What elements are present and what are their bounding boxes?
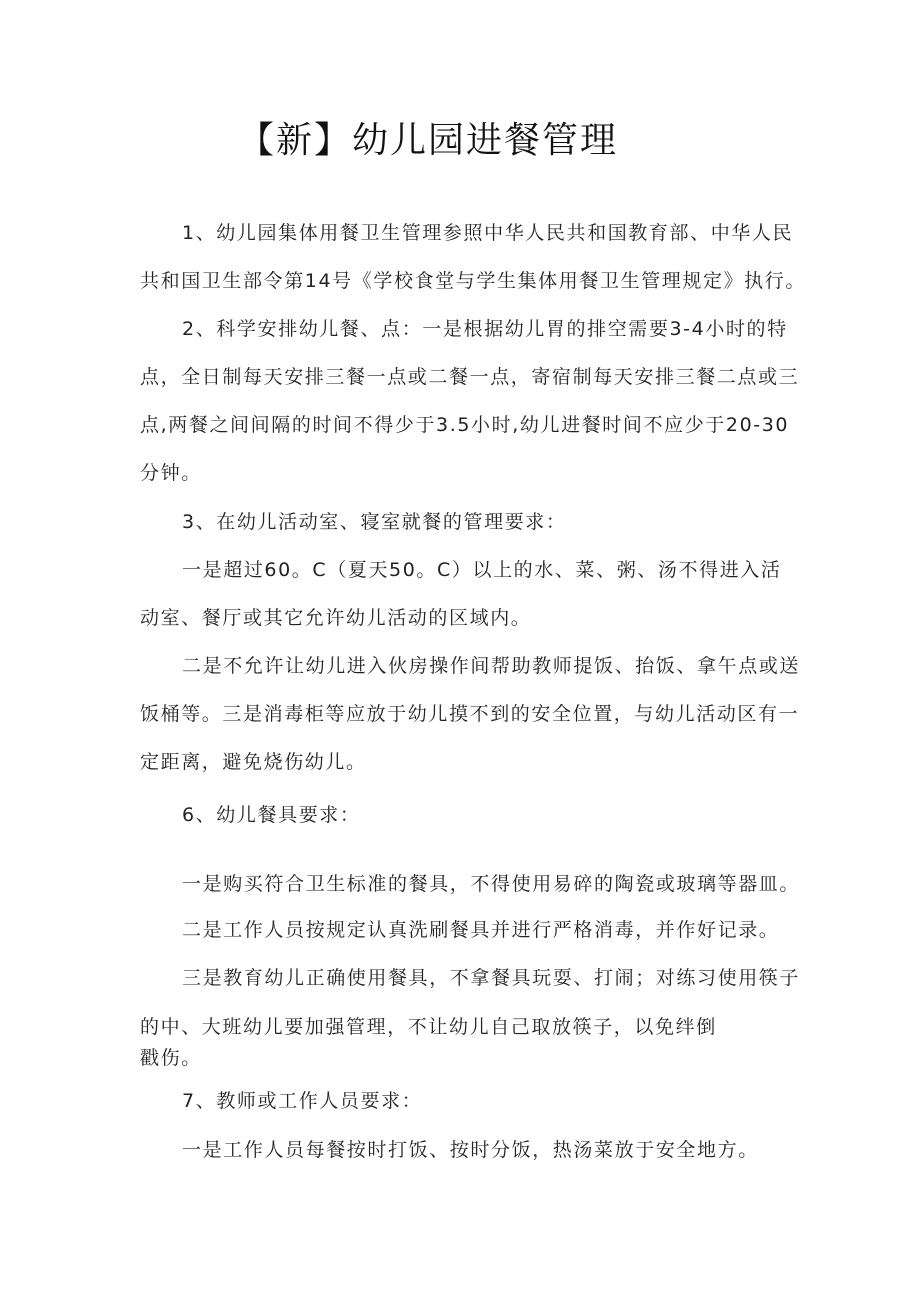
text-line: 饭桶等。三是消毒柜等应放于幼儿摸不到的安全位置，与幼儿活动区有一 xyxy=(140,703,800,725)
text-line: 三是教育幼儿正确使用餐具，不拿餐具玩耍、打闹；对练习使用筷子 xyxy=(182,967,801,989)
text-line: 点,两餐之间间隔的时间不得少于3.5小时,幼儿进餐时间不应少于20-30 xyxy=(140,414,790,436)
text-line: 点，全日制每天安排三餐一点或二餐一点，寄宿制每天安排三餐二点或三 xyxy=(140,366,800,388)
text-line: 二是不允许让幼儿进入伙房操作间帮助教师提饭、抬饭、拿午点或送 xyxy=(182,655,801,677)
text-line: 的中、大班幼儿要加强管理，不让幼儿自己取放筷子，以免绊倒 xyxy=(140,1016,717,1038)
text-line: 分钟。 xyxy=(140,462,202,484)
text-line: 二是工作人员按规定认真洗刷餐具并进行严格消毒，并作好记录。 xyxy=(182,919,780,941)
text-line: 一是购买符合卫生标准的餐具，不得使用易碎的陶瓷或玻璃等器皿。 xyxy=(182,873,801,895)
text-line: 定距离，避免烧伤幼儿。 xyxy=(140,751,367,773)
text-line: 共和国卫生部令第14号《学校食堂与学生集体用餐卫生管理规定》执行。 xyxy=(140,270,806,292)
text-line: 一是工作人员每餐按时打饭、按时分饭，热汤菜放于安全地方。 xyxy=(182,1139,759,1161)
text-line: 3、在幼儿活动室、寝室就餐的管理要求： xyxy=(182,511,567,533)
text-line: 2、科学安排幼儿餐、点：一是根据幼儿胃的排空需要3-4小时的特 xyxy=(182,318,788,340)
text-line: 戳伤。 xyxy=(140,1047,202,1069)
text-line: 一是超过60。C（夏天50。C）以上的水、菜、粥、汤不得进入活 xyxy=(182,559,782,581)
text-line: 1、幼儿园集体用餐卫生管理参照中华人民共和国教育部、中华人民 xyxy=(182,222,794,244)
text-line: 6、幼儿餐具要求： xyxy=(182,804,361,826)
page-title: 【新】幼儿园进餐管理 xyxy=(238,120,619,161)
text-line: 7、教师或工作人员要求： xyxy=(182,1090,423,1112)
text-line: 动室、餐厅或其它允许幼儿活动的区域内。 xyxy=(140,607,532,629)
